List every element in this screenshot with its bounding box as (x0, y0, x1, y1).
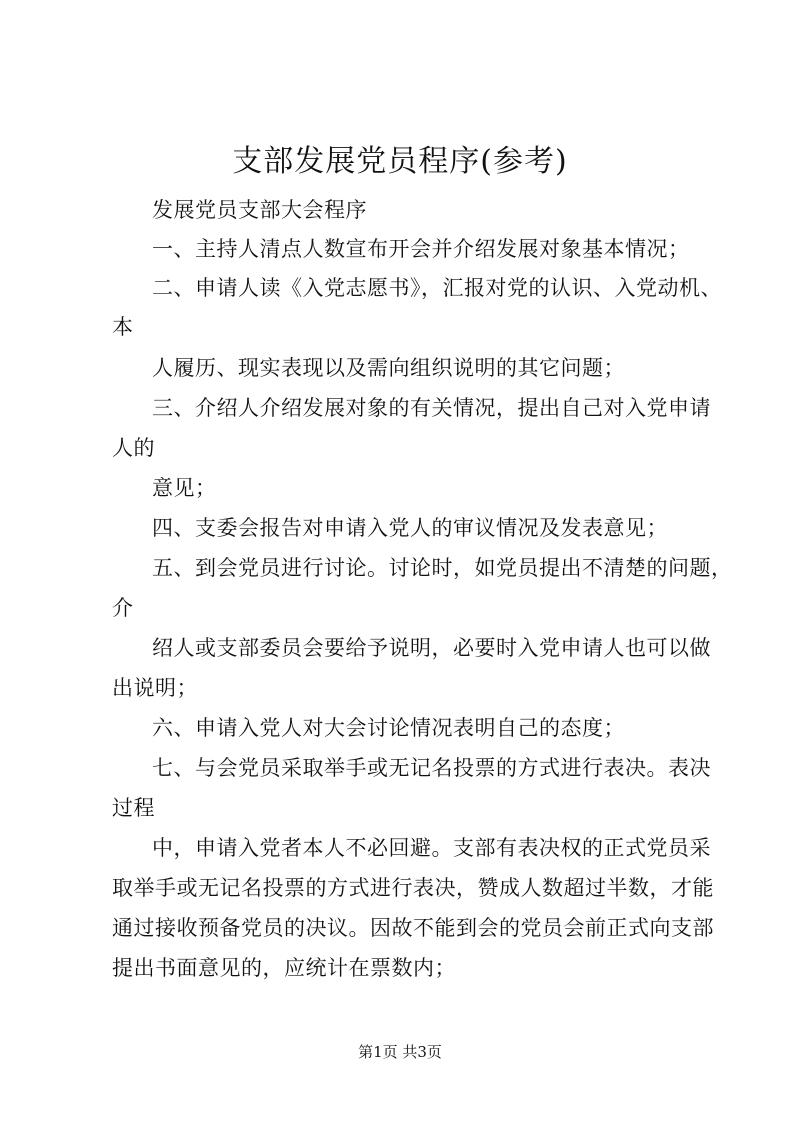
body-line: 四、支委会报告对申请入党人的审议情况及发表意见； (152, 516, 668, 540)
body-line: 介 (112, 596, 134, 620)
body-line: 意见； (152, 476, 217, 500)
body-line: 一、主持人清点人数宣布开会并介绍发展对象基本情况； (152, 237, 690, 261)
body-line: 过程 (112, 796, 155, 820)
body-line: 本 (112, 315, 134, 339)
body-line: 二、申请人读《入党志愿书》，汇报对党的认识、入党动机、 (152, 276, 722, 300)
body-line: 通过接收预备党员的决议。因故不能到会的党员会前正式向支部 (112, 916, 714, 940)
body-line: 人的 (112, 436, 155, 460)
body-line: 五、到会党员进行讨论。讨论时，如党员提出不清楚的问题， (152, 556, 733, 580)
body-line: 发展党员支部大会程序 (152, 198, 367, 222)
body-line: 提出书面意见的，应统计在票数内； (112, 956, 456, 980)
body-line: 人履历、现实表现以及需向组织说明的其它问题； (152, 356, 625, 380)
body-line: 六、申请入党人对大会讨论情况表明自己的态度； (152, 716, 625, 740)
body-line: 三、介绍人介绍发展对象的有关情况，提出自己对入党申请 (152, 396, 711, 420)
body-line: 七、与会党员采取举手或无记名投票的方式进行表决。表决 (152, 756, 711, 780)
body-line: 出说明； (112, 676, 198, 700)
body-line: 中，申请入党者本人不必回避。支部有表决权的正式党员采 (152, 836, 711, 860)
document-title: 支部发展党员程序(参考) (232, 144, 568, 179)
body-line: 绍人或支部委员会要给予说明，必要时入党申请人也可以做 (152, 636, 711, 660)
body-line: 取举手或无记名投票的方式进行表决，赞成人数超过半数，才能 (112, 876, 714, 900)
page-number: 第1页 共3页 (358, 1043, 442, 1061)
